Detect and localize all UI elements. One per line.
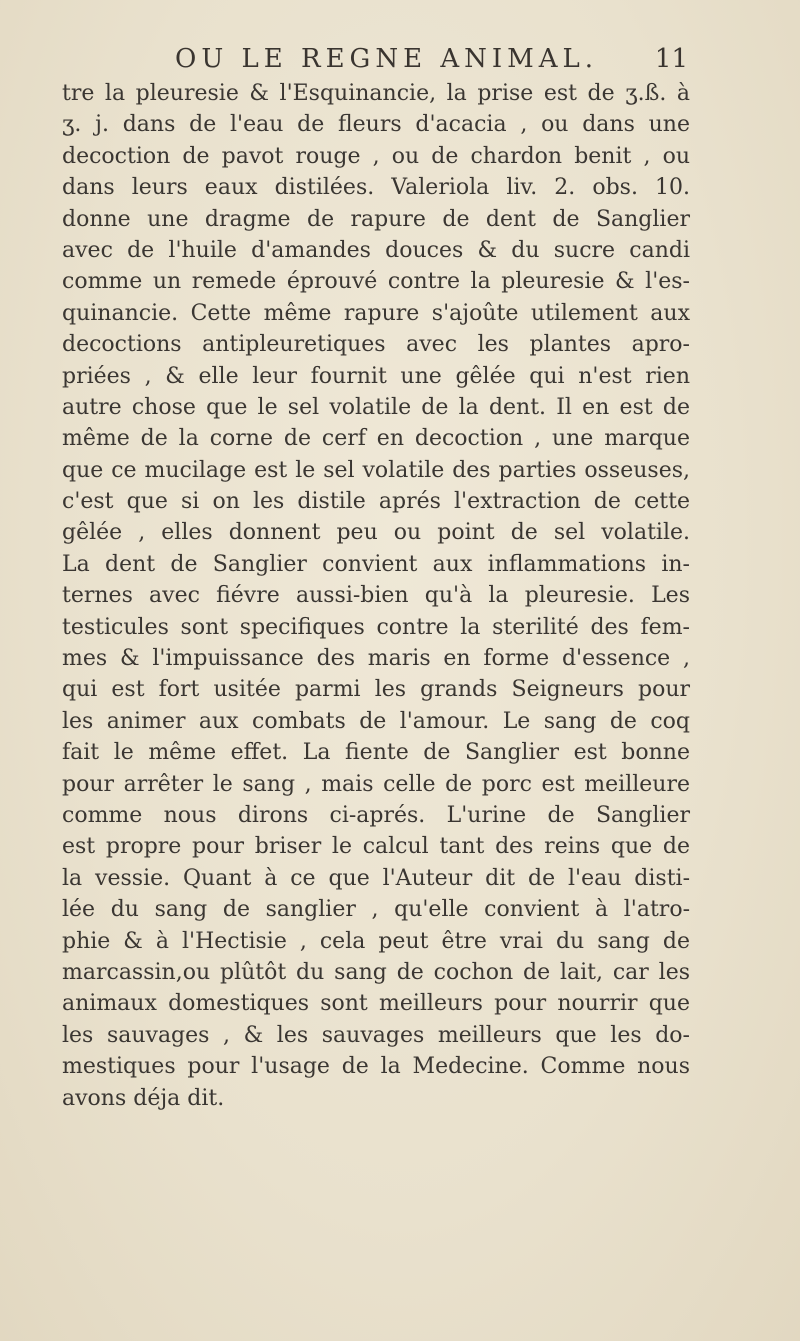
running-head — [70, 40, 688, 80]
text-line: mes & l'impuissance des maris en forme d'essence , — [62, 646, 690, 672]
text-line: decoction de pavot rouge , ou de chardon benit , ou — [62, 143, 690, 169]
text-line: gêlée , elles donnent peu ou point de sel volatile. — [62, 520, 690, 546]
text-line: les animer aux combats de l'amour. Le sang de coq — [62, 708, 690, 734]
text-line: est propre pour briser le calcul tant des reins que de — [62, 834, 690, 860]
text-line: que ce mucilage est le sel volatile des parties osseuses, — [62, 457, 690, 483]
text-line: dans leurs eaux distilées. Valeriola liv. 2. obs. 10. — [62, 175, 690, 201]
text-line: donne une dragme de rapure de dent de Sanglier — [62, 206, 690, 232]
text-line: avons déja dit. — [62, 1085, 225, 1111]
text-line: marcassin,ou plûtôt du sang de cochon de lait, car les — [62, 959, 690, 985]
text-line: qui est fort usitée parmi les grands Seigneurs pour — [62, 677, 690, 703]
text-line: fait le même effet. La fiente de Sanglier est bonne — [62, 740, 690, 766]
text-line: ʒ. j. dans de l'eau de fleurs d'acacia , ou dans une — [62, 112, 690, 138]
text-line: la vessie. Quant à ce que l'Auteur dit de l'eau disti- — [62, 865, 690, 891]
text-line: testicules sont specifiques contre la sterilité des fem- — [62, 614, 690, 640]
text-line: comme un remede éprouvé contre la pleuresie & l'es- — [62, 269, 690, 295]
text-line: animaux domestiques sont meilleurs pour nourrir que — [62, 991, 690, 1017]
running-head-title: OU LE REGNE ANIMAL. — [175, 44, 599, 74]
body-text — [62, 78, 690, 1114]
text-line: les sauvages , & les sauvages meilleurs que les do- — [62, 1022, 690, 1048]
text-line: tre la pleuresie & l'Esquinancie, la prise est de ʒ.ß. à — [62, 81, 690, 106]
text-line: ternes avec fiévre aussi-bien qu'à la pleuresie. Les — [62, 583, 690, 609]
text-line: comme nous dirons ci-aprés. L'urine de Sanglier — [62, 802, 690, 828]
text-line: avec de l'huile d'amandes douces & du sucre candi — [62, 237, 690, 263]
text-line: quinancie. Cette même rapure s'ajoûte utilement aux — [62, 300, 690, 326]
text-line: phie & à l'Hectisie , cela peut être vrai du sang de — [62, 928, 690, 954]
text-line: decoctions antipleuretiques avec les plantes apro- — [62, 332, 690, 358]
text-line: La dent de Sanglier convient aux inflammations in- — [62, 551, 690, 577]
text-line: c'est que si on les distile aprés l'extraction de cette — [62, 489, 690, 515]
text-line: même de la corne de cerf en decoction , une marque — [62, 426, 690, 452]
text-line: mestiques pour l'usage de la Medecine. Comme nous — [62, 1054, 690, 1080]
text-line: autre chose que le sel volatile de la dent. Il en est de — [62, 394, 690, 420]
text-line: pour arrêter le sang , mais celle de porc est meilleure — [62, 771, 690, 797]
text-line: priées , & elle leur fournit une gêlée qui n'est rien — [62, 363, 690, 389]
text-line: lée du sang de sanglier , qu'elle convient à l'atro- — [62, 897, 690, 923]
page-number: 11 — [654, 44, 688, 74]
